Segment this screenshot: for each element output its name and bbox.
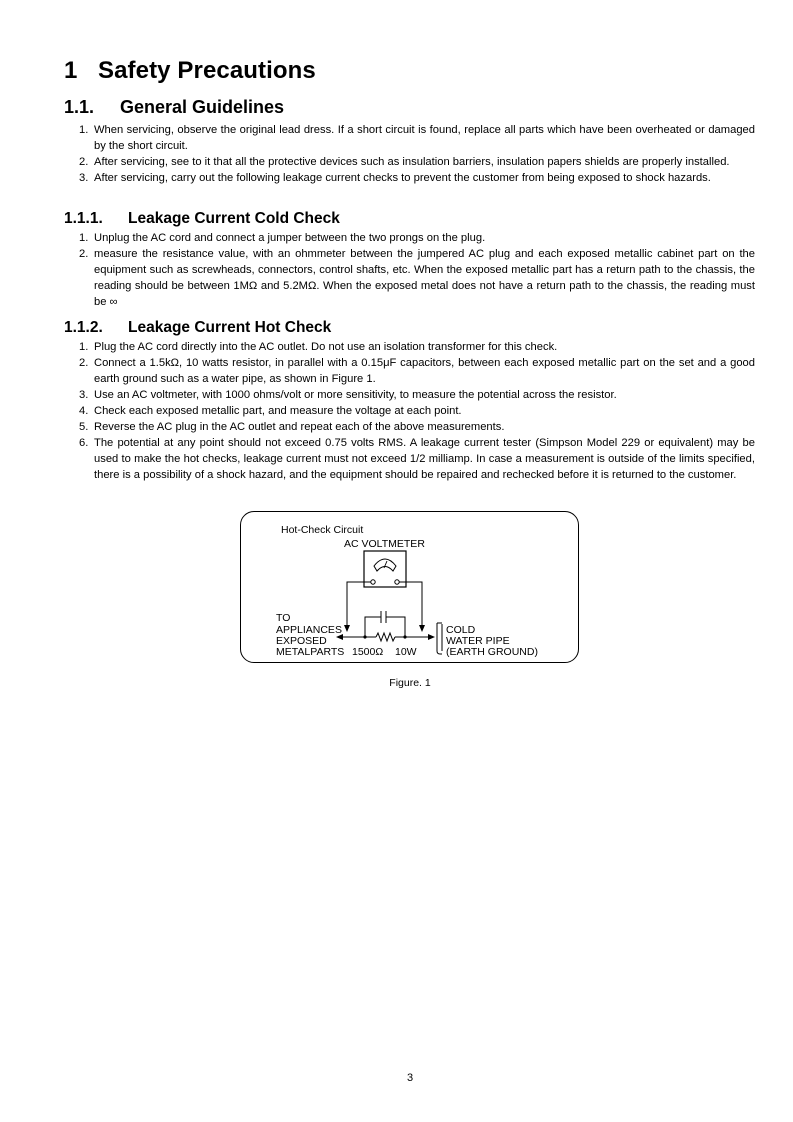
figure-caption: Figure. 1 bbox=[389, 677, 431, 689]
list-item-number: 3. bbox=[79, 389, 89, 401]
section-title: Safety Precautions bbox=[98, 57, 316, 84]
list-item-text: Plug the AC cord directly into the AC outlet. Do not use an isolation transformer for this check. bbox=[94, 341, 558, 353]
list-item-number: 1. bbox=[79, 341, 89, 353]
water-pipe-icon bbox=[437, 623, 442, 654]
right-output-arrow bbox=[428, 634, 435, 640]
figure-title: Hot-Check Circuit bbox=[281, 524, 364, 536]
probe-wires bbox=[347, 582, 422, 625]
list-item-text: Unplug the AC cord and connect a jumper between the two prongs on the plug. bbox=[94, 232, 486, 244]
left-label-line: METALPARTS bbox=[276, 646, 345, 658]
resistor-line bbox=[342, 633, 429, 641]
list-item-number: 2. bbox=[79, 357, 89, 369]
list-item-text: Reverse the AC plug in the AC outlet and repeat each of the above measurements. bbox=[94, 421, 505, 433]
junction-dot bbox=[363, 635, 366, 638]
list-item-number: 2. bbox=[79, 248, 89, 260]
left-label-line: EXPOSED bbox=[276, 635, 327, 647]
junction-dot bbox=[403, 635, 406, 638]
right-probe-arrow bbox=[419, 625, 425, 632]
list-item-number: 4. bbox=[79, 405, 89, 417]
list-item-number: 6. bbox=[79, 437, 89, 449]
page-number: 3 bbox=[406, 1072, 414, 1084]
list-item-text: measure the resistance value, with an ohmmeter between the jumpered AC plug and each exposed metallic cabinet part on the equipment such as screwheads, connectors, control shafts, etc. When the exposed metallic part has a return path to the chassis, the reading should be between 1MΩ and 5.2MΩ. When the exposed metal does not have a return path to the chassis, the reading must be ∞ bbox=[94, 248, 755, 308]
list-item-text: Use an AC voltmeter, with 1000 ohms/volt or more sensitivity, to measure the potential across the resistor. bbox=[94, 389, 617, 401]
list-item-number: 1. bbox=[79, 232, 89, 244]
list-item-number: 2. bbox=[79, 156, 89, 168]
left-probe-arrow bbox=[344, 625, 350, 632]
subsection-title: Leakage Current Cold Check bbox=[128, 210, 340, 227]
capacitor-symbol bbox=[365, 611, 405, 637]
right-label-line: WATER PIPE bbox=[446, 635, 510, 647]
list-item-text: Connect a 1.5kΩ, 10 watts resistor, in parallel with a 0.15μF capacitors, between each exposed metallic part on the set and a good earth ground such as a water pipe, as shown in Figure 1. bbox=[94, 357, 755, 385]
resistor-power: 10W bbox=[395, 646, 417, 658]
left-label-line: APPLIANCES bbox=[276, 624, 342, 636]
right-label-line: (EARTH GROUND) bbox=[446, 646, 538, 658]
subsection-number: 1.1.1. bbox=[64, 210, 103, 227]
list-item-text: After servicing, see to it that all the protective devices such as insulation barriers, insulation papers shields are properly installed. bbox=[94, 156, 730, 168]
subsection-number: 1.1. bbox=[64, 97, 95, 117]
resistor-value: 1500Ω bbox=[352, 646, 384, 658]
list-item-text: After servicing, carry out the following leakage current checks to prevent the customer from being exposed to shock hazards. bbox=[94, 172, 711, 184]
list-item-number: 1. bbox=[79, 124, 89, 136]
list-item-text: The potential at any point should not exceed 0.75 volts RMS. A leakage current tester (Simpson Model 229 or equivalent) may be used to make the hot checks, leakage current must not exceed 1/2 milliamp. In case a measurement is outside of the limits specified, there is a possibility of a shock hazard, and the equipment should be repaired and rechecked before it is returned to the customer. bbox=[94, 437, 755, 481]
list-item-text: When servicing, observe the original lead dress. If a short circuit is found, replace all parts which have been overheated or damaged by the short circuit. bbox=[94, 124, 755, 152]
list-item-text: Check each exposed metallic part, and measure the voltage at each point. bbox=[94, 405, 462, 417]
left-label-line: TO bbox=[276, 612, 291, 624]
section-number: 1 bbox=[64, 57, 78, 84]
right-label-line: COLD bbox=[446, 624, 476, 636]
subsection-title: Leakage Current Hot Check bbox=[128, 319, 332, 336]
subsection-number: 1.1.2. bbox=[64, 319, 103, 336]
list-item-number: 3. bbox=[79, 172, 89, 184]
list-item-number: 5. bbox=[79, 421, 89, 433]
subsection-title: General Guidelines bbox=[120, 97, 285, 117]
voltmeter-label: AC VOLTMETER bbox=[344, 538, 425, 550]
